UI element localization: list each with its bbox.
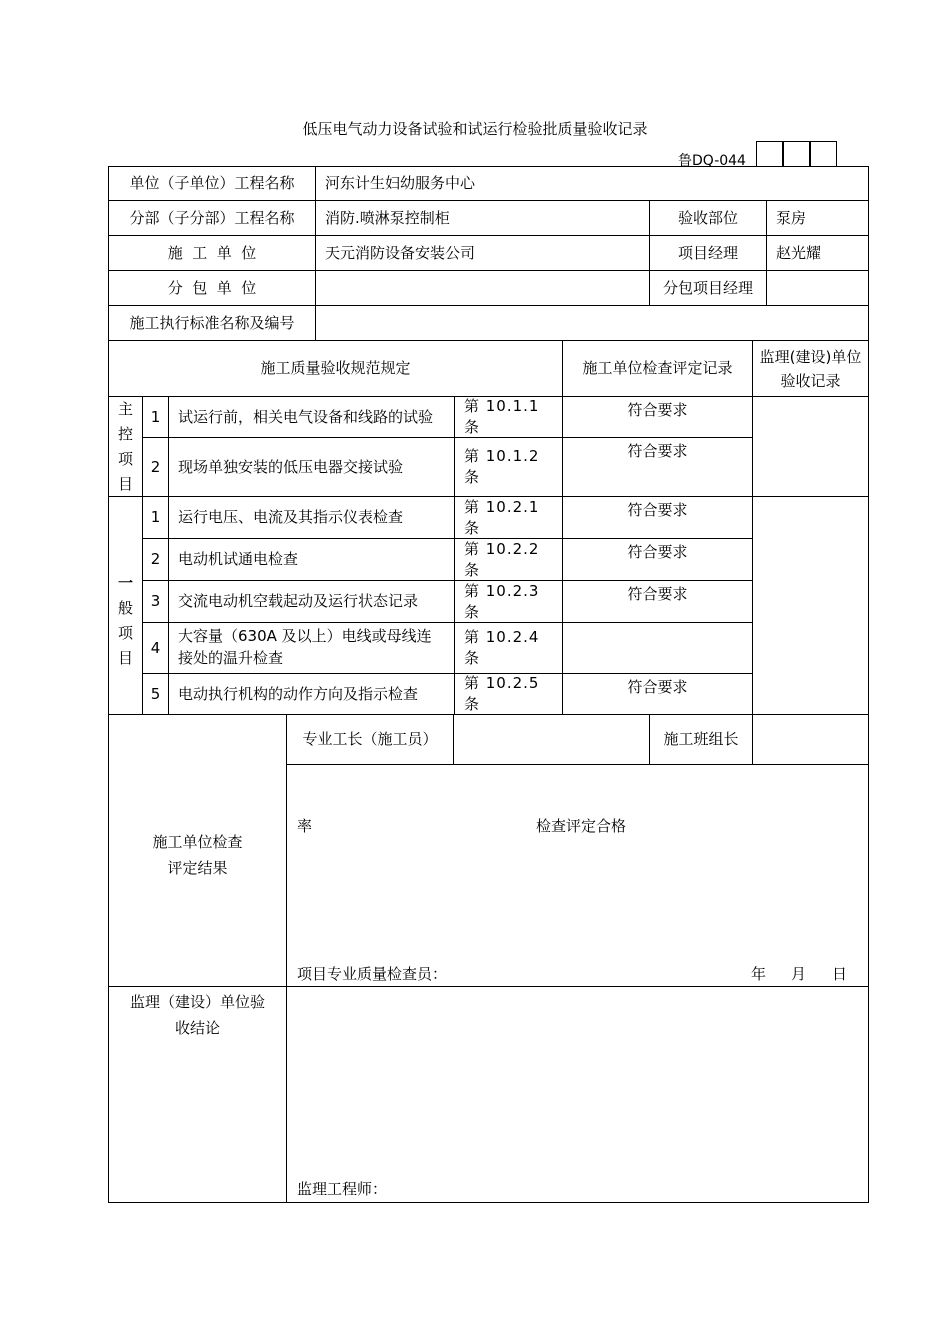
sub-project-value[interactable]: 消防.喷淋泵控制柜 [315, 200, 650, 236]
form-code: 鲁DQ-044 [678, 153, 746, 169]
contractor-check-result-area[interactable] [286, 764, 869, 987]
item-description: 运行电压、电流及其指示仪表检查 [168, 496, 455, 539]
general-items-label [108, 496, 143, 715]
general-items-char: 一 [117, 573, 133, 592]
rate-text: 率 [297, 817, 313, 835]
item-number: 5 [142, 673, 169, 715]
item-clause: 第 10.1.1 条 [454, 396, 563, 438]
team-leader-value[interactable] [752, 714, 869, 765]
item-check-result[interactable]: 符合要求 [562, 396, 753, 438]
item-description: 电动机试通电检查 [168, 538, 455, 581]
foreman-value[interactable] [453, 714, 650, 765]
item-number: 1 [142, 496, 169, 539]
item-check-result[interactable]: 符合要求 [562, 496, 753, 539]
date-year: 年 [751, 965, 767, 983]
item-number: 2 [142, 538, 169, 581]
foreman-label: 专业工长（施工员） [286, 714, 454, 765]
standard-label: 施工执行标准名称及编号 [108, 305, 316, 341]
subcontractor-value[interactable] [315, 270, 650, 306]
item-number: 1 [142, 396, 169, 438]
acceptance-part-label: 验收部位 [649, 200, 767, 236]
standard-value[interactable] [315, 305, 869, 341]
acceptance-part-value[interactable]: 泵房 [766, 200, 869, 236]
item-description: 现场单独安装的低压电器交接试验 [168, 437, 455, 497]
sub-pm-value[interactable] [766, 270, 869, 306]
check-column-header: 施工单位检查评定记录 [562, 340, 753, 397]
item-clause: 第 10.2.1 条 [454, 496, 563, 539]
item-clause: 第 10.2.3 条 [454, 580, 563, 623]
item-check-result[interactable]: 符合要求 [562, 538, 753, 581]
item-description: 电动执行机构的动作方向及指示检查 [168, 673, 455, 715]
spec-column-header: 施工质量验收规范规定 [108, 340, 563, 397]
item-number: 4 [142, 622, 169, 674]
supervision-conclusion-label-text: 监理（建设）单位验收结论 [129, 993, 265, 1037]
item-description: 大容量（630A 及以上）电线或母线连接处的温升检查 [168, 622, 455, 674]
date-day: 日 [832, 965, 848, 983]
unit-project-value[interactable]: 河东计生妇幼服务中心 [315, 166, 869, 201]
contractor-label: 施 工 单 位 [108, 235, 316, 271]
supervision-column-header: 监理(建设)单位验收记录 [752, 340, 869, 397]
form-title: 低压电气动力设备试验和试运行检验批质量验收记录 [302, 120, 648, 138]
contractor-check-label [108, 714, 287, 987]
item-description: 交流电动机空载起动及运行状态记录 [168, 580, 455, 623]
item-clause: 第 10.2.4 条 [454, 622, 563, 674]
item-check-result[interactable] [562, 622, 753, 674]
contractor-value[interactable]: 天元消防设备安装公司 [315, 235, 650, 271]
sub-project-label: 分部（子分部）工程名称 [108, 200, 316, 236]
item-check-result[interactable]: 符合要求 [562, 673, 753, 715]
supervision-conclusion-area[interactable] [286, 986, 869, 1203]
main-items-supervision-record[interactable] [752, 396, 869, 497]
main-items-char: 控 [117, 424, 133, 443]
item-clause: 第 10.2.2 条 [454, 538, 563, 581]
unit-project-label: 单位（子单位）工程名称 [108, 166, 316, 201]
item-check-result[interactable]: 符合要求 [562, 580, 753, 623]
check-result-text: 检查评定合格 [536, 817, 627, 835]
item-number: 3 [142, 580, 169, 623]
item-clause: 第 10.2.5 条 [454, 673, 563, 715]
main-items-char: 主 [117, 399, 133, 418]
code-box [783, 141, 810, 166]
item-description: 试运行前，相关电气设备和线路的试验 [168, 396, 455, 438]
date-month: 月 [791, 965, 807, 983]
team-leader-label: 施工班组长 [649, 714, 753, 765]
main-items-char: 项 [117, 449, 133, 468]
sub-pm-label: 分包项目经理 [649, 270, 767, 306]
general-items-char: 般 [117, 598, 133, 617]
general-items-char: 目 [117, 648, 133, 667]
item-clause: 第 10.1.2 条 [454, 437, 563, 497]
code-box [810, 141, 837, 166]
supervision-engineer-label: 监理工程师： [297, 1180, 388, 1198]
main-items-label [108, 396, 143, 497]
project-manager-label: 项目经理 [649, 235, 767, 271]
general-items-char: 项 [117, 623, 133, 642]
project-manager-value[interactable]: 赵光耀 [766, 235, 869, 271]
supervision-conclusion-label [108, 986, 287, 1203]
general-items-supervision-record[interactable] [752, 496, 869, 715]
code-box [756, 141, 783, 166]
item-check-result[interactable]: 符合要求 [562, 437, 753, 497]
quality-inspector-label: 项目专业质量检查员： [297, 965, 448, 983]
subcontractor-label: 分 包 单 位 [108, 270, 316, 306]
contractor-check-label-text: 施工单位检查评定结果 [152, 833, 243, 877]
item-number: 2 [142, 437, 169, 497]
main-items-char: 目 [117, 474, 133, 493]
